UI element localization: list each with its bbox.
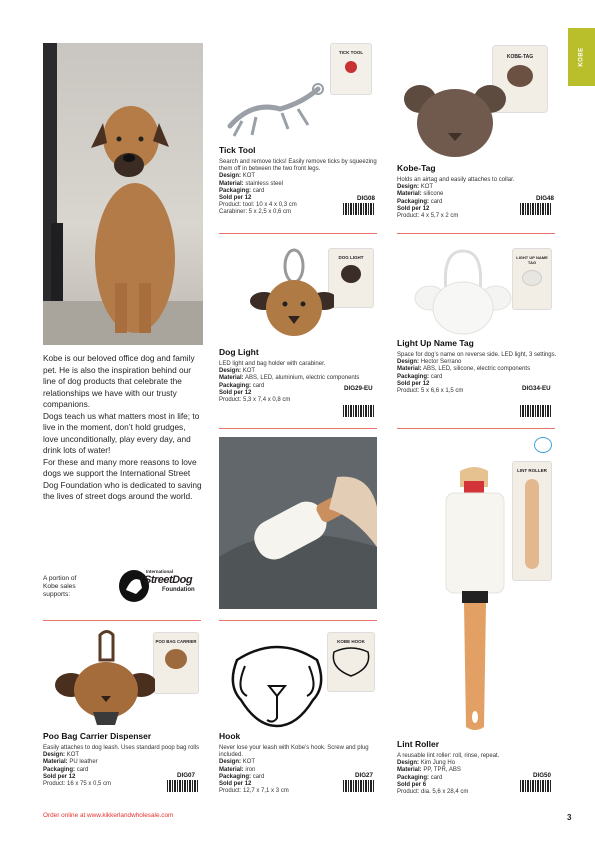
product-size: 5,3 x 7,4 x 0,8 cm	[243, 397, 291, 404]
product-size: 4 x 5,7 x 2 cm	[421, 213, 459, 220]
intro-text	[43, 353, 203, 503]
poo-bag-package	[153, 632, 199, 694]
product-material: ABS, LED, silicone, electric components	[423, 366, 531, 373]
product-packaging: card	[252, 187, 265, 194]
product-description: Holds an airtag and easily attaches to collar.	[397, 177, 515, 183]
product-packaging: card	[252, 382, 265, 389]
award-badge-icon	[534, 437, 552, 453]
product-description: A reusable lint roller: roll, rinse, repeat.	[397, 753, 500, 759]
product-material: iron	[245, 766, 256, 773]
product-extra: Carabiner: 5 x 2,5 x 0,6 cm	[219, 209, 292, 216]
dog-light-image	[222, 246, 377, 341]
product-design: KOT	[242, 368, 256, 375]
lint-roller-photo	[219, 437, 377, 609]
product-size: 5 x 6,6 x 1,5 cm	[421, 388, 464, 395]
dog-light-package-label: DOG LIGHT	[338, 255, 364, 260]
product-packaging: card	[430, 198, 443, 205]
product-sold-per: 12	[244, 389, 252, 396]
poo-bag-code: DIG07	[177, 772, 195, 779]
lint-roller-barcode	[520, 780, 552, 792]
product-material: PP, TPR, ABS	[423, 767, 461, 774]
product-material: ABS, LED, aluminium, electric components	[245, 375, 360, 382]
logo-foundation-text: Foundation	[162, 587, 195, 593]
dog-light-barcode	[343, 405, 375, 417]
product-design: KOT	[66, 752, 80, 759]
product-design: Kim Jung Ho	[420, 760, 456, 767]
product-size: dia. 5,6 x 28,4 cm	[421, 789, 469, 796]
product-material: stainless steel	[245, 180, 284, 187]
dog-light-package	[328, 248, 374, 308]
tick-tool-package-label: TICK TOOL	[338, 50, 364, 55]
poo-bag-carrier-info: Poo Bag Carrier Dispenser Easily attaches to dog leash. Uses standard poop bag rolls Design: KOT Material: PU leather Packaging: card Sold per 12 Product: 16 x 75 x 0,5 cm	[43, 731, 203, 788]
product-name: Dog Light	[219, 347, 259, 357]
product-packaging: card	[430, 774, 443, 781]
product-description: Search and remove ticks! Easily remove ticks by squeezing them off in between the two front legs.	[219, 159, 377, 173]
tick-tool-info: Tick Tool Search and remove ticks! Easily remove ticks by squeezing them off in between the two front legs. Design: KOT Material: stainless steel Packaging: card Sold per 12 Product: tool: 10 x 4 x 0,3 cm Carabiner: 5 x 2,5 x 0,6 cm	[219, 145, 379, 217]
product-description: Easily attaches to dog leash. Uses standard poop bag rolls	[43, 745, 200, 751]
tick-tool-package	[330, 43, 372, 95]
name-tag-code: DIG34-EU	[522, 385, 551, 392]
product-name: Hook	[219, 731, 241, 741]
name-tag-package	[512, 248, 552, 310]
divider	[219, 233, 377, 234]
product-packaging: card	[252, 773, 265, 780]
product-design: KOT	[420, 184, 434, 191]
page-number: 3	[567, 813, 572, 822]
poo-bag-package-label: POO BAG CARRIER	[155, 639, 197, 644]
name-tag-barcode	[520, 405, 552, 417]
divider	[219, 428, 377, 429]
product-size: 16 x 75 x 0,5 cm	[67, 781, 112, 788]
lint-roller-code: DIG50	[533, 772, 551, 779]
intro-paragraph-2: Dogs teach us what matters most in life; to live in the moment, don’t hold grudges, love unconditionally, play every day, and drink lots of water!	[43, 410, 200, 455]
product-sold-per: 12	[244, 781, 252, 788]
product-name: Light Up Name Tag	[397, 338, 474, 348]
product-sold-per: 12	[422, 205, 430, 212]
hook-info: Hook Never lose your leash with Kobe’s hook. Screw and plug included. Design: KOT Material: iron Packaging: card Sold per 12 Product: 12,7 x 7,1 x 3 cm	[219, 731, 379, 795]
divider	[219, 620, 377, 621]
product-design: KOT	[242, 759, 256, 766]
product-sold-per: 12	[422, 380, 430, 387]
intro-paragraph-3: For these and many more reasons to love dogs we support the International Street Dog Foundation who is dedicated to saving the lives of street dogs around the world.	[43, 456, 202, 501]
lint-roller-info: Lint Roller A reusable lint roller: roll, rinse, repeat. Design: Kim Jung Ho Material: PP, TPR, ABS Packaging: card Sold per 6 Product: dia. 5,6 x 28,4 cm	[397, 739, 557, 796]
divider	[397, 428, 555, 429]
dog-light-code: DIG29-EU	[344, 385, 373, 392]
product-name: Poo Bag Carrier Dispenser	[43, 731, 152, 741]
tick-tool-image	[222, 43, 377, 141]
product-packaging: card	[430, 373, 443, 380]
product-design: KOT	[242, 173, 256, 180]
light-up-name-tag-image	[400, 246, 555, 334]
product-material: PU leather	[69, 759, 98, 766]
product-description: LED light and bag holder with carabiner.	[219, 361, 326, 367]
tick-tool-barcode	[343, 203, 375, 215]
footer-order-link[interactable]: Order online at www.kikkerlandwholesale.com	[43, 812, 174, 819]
kobe-tag-info: Kobe-Tag Holds an airtag and easily attaches to collar. Design: KOT Material: silicone Packaging: card Sold per 12 Product: 4 x 5,7 x 2 cm	[397, 163, 557, 220]
product-description: Never lose your leash with Kobe’s hook. Screw and plug included.	[219, 745, 369, 759]
divider	[43, 620, 201, 621]
lint-roller-package	[512, 461, 552, 581]
product-name: Tick Tool	[219, 145, 256, 155]
product-size: 12,7 x 7,1 x 3 cm	[243, 788, 289, 795]
kobe-tag-package-label: KOBE-TAG	[506, 54, 534, 60]
product-sold-per: 12	[68, 773, 76, 780]
product-name: Lint Roller	[397, 739, 440, 749]
poo-bag-carrier-image	[43, 630, 203, 725]
name-tag-package-label: LIGHT UP NAME TAG	[516, 255, 548, 265]
hook-code: DIG27	[355, 772, 373, 779]
kobe-tag-code: DIG48	[536, 195, 554, 202]
poo-bag-barcode	[167, 780, 199, 792]
product-size: tool: 10 x 4 x 0,3 cm	[243, 202, 297, 209]
lint-roller-image	[400, 437, 555, 733]
dog-light-info: Dog Light LED light and bag holder with carabiner. Design: KOT Material: ABS, LED, aluminium, electric components Packaging: card Sold per 12 Product: 5,3 x 7,4 x 0,8 cm	[219, 347, 379, 404]
kobe-tag-barcode	[520, 203, 552, 215]
product-name: Kobe-Tag	[397, 163, 436, 173]
logo-streetdog-text: StreetDog	[144, 574, 193, 586]
section-tab-label: KOBE	[578, 47, 585, 67]
product-description: Space for dog’s name on reverse side. LED light, 3 settings.	[397, 352, 557, 358]
product-design: Hector Serrano	[420, 359, 462, 366]
street-dog-foundation-logo	[118, 566, 200, 606]
tick-tool-code: DIG08	[357, 195, 375, 202]
intro-paragraph-1: Kobe is our beloved office dog and family pet. He is also the inspiration behind our line of dog products that celebrate the relationships we have with our trusty companions.	[43, 353, 195, 409]
hook-package	[327, 632, 375, 692]
kobe-tag-image	[400, 43, 555, 158]
logo-international-text: International	[146, 569, 174, 574]
product-sold-per: 12	[244, 195, 252, 202]
product-sold-per: 6	[422, 781, 427, 788]
hook-barcode	[343, 780, 375, 792]
divider	[397, 233, 555, 234]
product-packaging: card	[76, 766, 89, 773]
light-up-name-tag-info: Light Up Name Tag Space for dog’s name on reverse side. LED light, 3 settings. Design: Hector Serrano Material: ABS, LED, silicone, electric components Packaging: card Sold per 12 Product: 5 x 6,6 x 1,5 cm	[397, 338, 557, 395]
lint-roller-package-label: LINT ROLLER	[517, 468, 547, 473]
product-material: silicone	[423, 191, 444, 198]
dog-photo	[43, 43, 203, 345]
support-text: A portion of Kobe sales supports:	[43, 575, 77, 598]
hook-package-label: KOBE HOOK	[337, 639, 365, 644]
section-tab	[568, 28, 595, 86]
hook-image	[219, 630, 377, 730]
